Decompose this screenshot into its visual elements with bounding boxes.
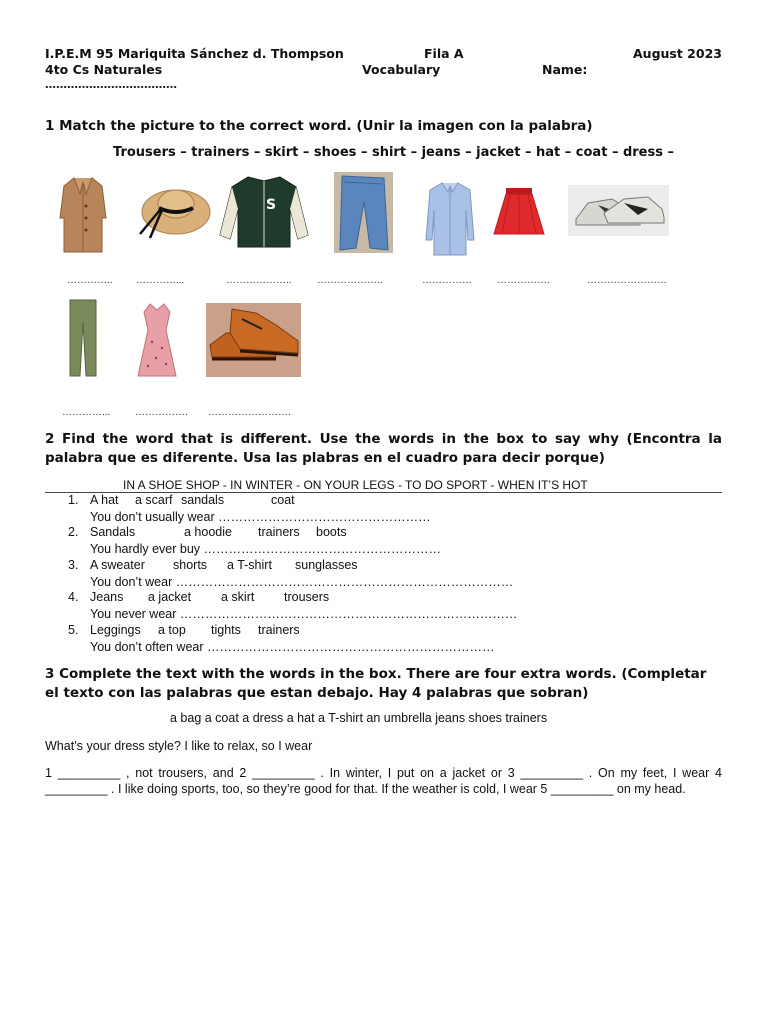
item-3-word-2: shorts <box>173 558 208 572</box>
coat-image <box>52 172 114 256</box>
item-2-word-2: a hoodie <box>184 525 232 539</box>
blank-9[interactable]: ……………. <box>135 407 188 418</box>
section2-box: IN A SHOE SHOP - IN WINTER - ON YOUR LEGS - TO DO SPORT - WHEN IT’S HOT <box>123 478 588 492</box>
shirt-image <box>424 180 476 257</box>
section1-title: 1 Match the picture to the correct word. (Unir la imagen con la palabra) <box>45 118 593 134</box>
blank-7[interactable]: …………………… <box>587 275 667 286</box>
blank-8[interactable]: …………... <box>62 407 111 418</box>
item-1-word-4: coat <box>271 493 295 507</box>
fila-label: Fila A <box>424 46 464 61</box>
blank-2[interactable]: …………... <box>136 275 185 286</box>
section3-paragraph[interactable]: 1 _________ , not trousers, and 2 _________ . In winter, I put on a jacket or 3 _________ . On my feet, I wear 4 _________ . I like doing sports, too, so they’re good for that. If the weather is cold, I wear 5 _________ on my head. <box>45 766 722 796</box>
section3-word-bank: a bag a coat a dress a hat a T-shirt an umbrella jeans shoes trainers <box>170 711 548 725</box>
item-3-word-3: a T-shirt <box>227 558 272 572</box>
date-label: August 2023 <box>633 46 722 61</box>
item-5-word-1: Leggings <box>90 623 141 637</box>
name-dotted-line: ……………………………… <box>45 78 177 91</box>
section3-intro: What’s your dress style? I like to relax, so I wear <box>45 739 313 753</box>
jeans-image <box>334 172 393 253</box>
section2-title: 2 Find the word that is different. Use the words in the box to say why (Encontra la palabra que es diferente. Usa las plabras en el cuadro para decir porque) <box>45 431 722 466</box>
course-label: 4to Cs Naturales <box>45 62 163 77</box>
skirt-image <box>490 184 548 238</box>
item-3-number: 3. <box>68 558 79 572</box>
item-4-word-2: a jacket <box>148 590 192 604</box>
item-1-word-1: A hat <box>90 493 119 507</box>
item-5-word-2: a top <box>158 623 186 637</box>
item-4-word-1: Jeans <box>90 590 124 604</box>
blank-4[interactable]: ……………….. <box>317 275 383 286</box>
hat-image <box>134 178 214 244</box>
trousers-image <box>66 298 100 378</box>
item-1-word-2: a scarf <box>135 493 173 507</box>
trainers-image <box>568 185 669 236</box>
item-3-word-4: sunglasses <box>295 558 358 572</box>
section1-word-bank: Trousers – trainers – skirt – shoes – shirt – jeans – jacket – hat – coat – dress – <box>113 145 674 160</box>
item-1-word-3: sandals <box>181 493 225 507</box>
subject-label: Vocabulary <box>362 62 441 77</box>
item-4-number: 4. <box>68 590 79 604</box>
blank-5[interactable]: …………… <box>422 275 472 286</box>
item-2-word-4: boots <box>316 525 347 539</box>
jacket-image <box>218 173 310 251</box>
item-5-number: 5. <box>68 623 79 637</box>
item-5-word-4: trainers <box>258 623 300 637</box>
item-4-answer[interactable]: You never wear ……………………………………………………………………… <box>90 607 518 621</box>
item-1-answer[interactable]: You don’t usually wear …………………………………………… <box>90 510 431 524</box>
item-5-answer[interactable]: You don’t often wear …………………………………………………………… <box>90 640 495 654</box>
item-4-word-4: trousers <box>284 590 330 604</box>
blank-6[interactable]: ……………. <box>497 275 550 286</box>
item-3-answer[interactable]: You don’t wear ……………………………………………………………………… <box>90 575 514 589</box>
blank-10[interactable]: ……………………. <box>208 407 291 418</box>
item-3-word-1: A sweater <box>90 558 145 572</box>
blank-3[interactable]: ……………….. <box>226 275 292 286</box>
section3-title: 3 Complete the text with the words in the box. There are four extra words. (Completar el texto con las palabras que estan debajo. Hay 4 palabras que sobran) <box>45 666 707 701</box>
item-2-answer[interactable]: You hardly ever buy ………………………………………………… <box>90 542 442 556</box>
item-1-number: 1. <box>68 493 79 507</box>
item-4-word-3: a skirt <box>221 590 255 604</box>
item-2-word-3: trainers <box>258 525 300 539</box>
item-2-word-1: Sandals <box>90 525 136 539</box>
name-label: Name: <box>542 62 588 77</box>
school-name: I.P.E.M 95 Mariquita Sánchez d. Thompson <box>45 46 344 61</box>
item-5-word-3: tights <box>211 623 241 637</box>
blank-1[interactable]: ………….. <box>67 275 113 286</box>
svg-text:S: S <box>266 197 277 213</box>
dress-image <box>136 302 178 378</box>
shoes-image <box>206 303 301 377</box>
item-2-number: 2. <box>68 525 79 539</box>
